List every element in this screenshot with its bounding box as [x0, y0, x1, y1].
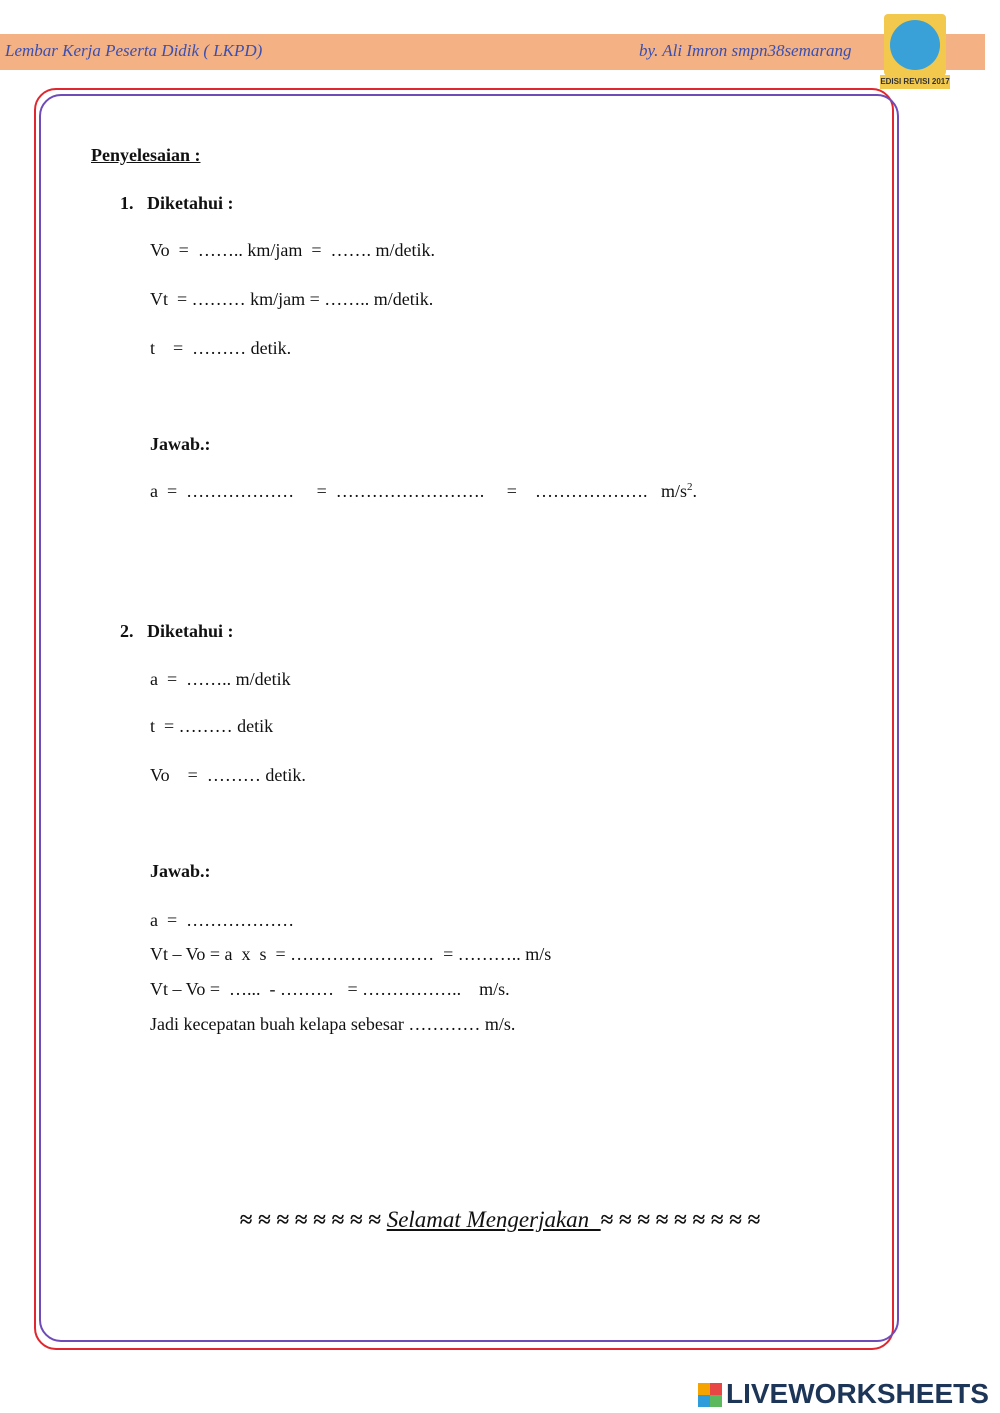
problem2-line-vo: Vo = ……… detik.	[150, 765, 306, 785]
section-title: Penyelesaian :	[91, 145, 201, 165]
header-author: by. Ali Imron smpn38semarang	[639, 41, 852, 60]
curriculum-logo-icon	[884, 14, 946, 76]
problem1-line-t: t = ……… detik.	[150, 338, 292, 358]
problem2-line-a: a = …….. m/detik	[150, 669, 291, 689]
problem2-line-t: t = ……… detik	[150, 716, 274, 736]
problem1-answer-line: a = ……………… = ……………………. = ………………. $m/s^2$.	[150, 481, 697, 501]
problem1-line-vo: Vo = …….. km/jam = ……. m/detik.	[150, 240, 435, 260]
problem2-answer-label: Jawab.:	[150, 861, 211, 881]
liveworksheets-logo-icon	[698, 1383, 722, 1407]
problem2-heading: 2. Diketahui :	[120, 621, 234, 641]
header-title: Lembar Kerja Peserta Didik ( LKPD)	[5, 41, 263, 60]
closing-message: ≈ ≈ ≈ ≈ ≈ ≈ ≈ ≈ Selamat Mengerjakan ≈ ≈ ≈ ≈ ≈ ≈ ≈ ≈ ≈	[239, 1207, 761, 1232]
problem2-answer-line-a: a = ………………	[150, 910, 295, 930]
edition-badge: EDISI REVISI 2017	[880, 75, 950, 89]
problem2-conclusion: Jadi kecepatan buah kelapa sebesar ………… m/s.	[150, 1014, 516, 1034]
problem2-answer-line-formula: Vt – Vo = a x s = …………………… = ……….. m/s	[150, 944, 552, 964]
liveworksheets-watermark: LIVEWORKSHEETS	[726, 1378, 989, 1409]
problem2-answer-line-subtract: Vt – Vo = …... - ……… = …………….. m/s.	[150, 979, 510, 999]
problem1-answer-label: Jawab.:	[150, 434, 211, 454]
problem1-line-vt: Vt = ……… km/jam = …….. m/detik.	[150, 289, 434, 309]
problem1-heading: 1. Diketahui :	[120, 193, 234, 213]
